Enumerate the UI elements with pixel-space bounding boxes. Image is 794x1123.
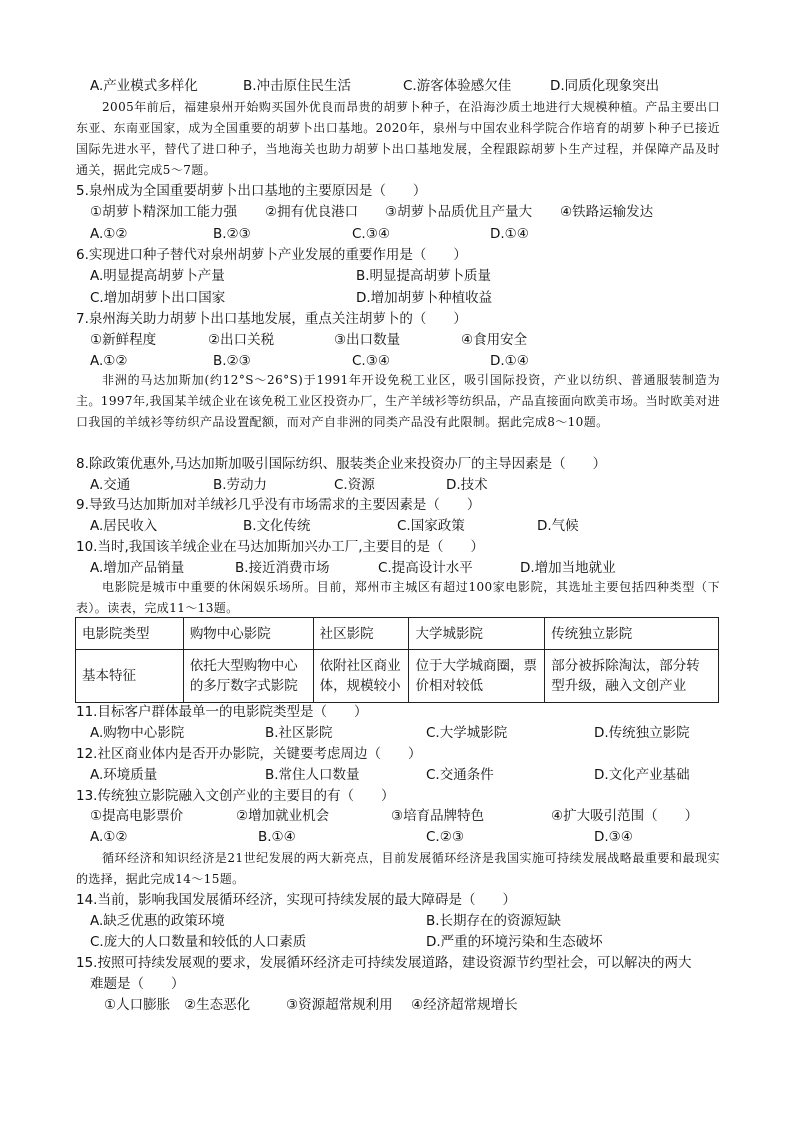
table-header-row	[76, 618, 719, 650]
table-header-cell: 传统独立影院	[545, 618, 719, 650]
q7-item-2: ②出口关税	[208, 332, 275, 348]
q10-option-c: C.提高设计水平	[378, 560, 473, 576]
question-14-stem: 14.当前，影响我国发展循环经济，实现可持续发展的最大障碍是（ ）	[76, 892, 516, 908]
q14-option-a: A.缺乏优惠的政策环境	[90, 913, 225, 929]
q11-option-d: D.传统独立影院	[594, 725, 690, 741]
option-d: D.同质化现象突出	[550, 78, 660, 94]
cinema-table	[75, 617, 719, 703]
q10-option-b: B.接近消费市场	[235, 560, 330, 576]
question-9-stem: 9.导致马达加斯加对羊绒衫几乎没有市场需求的主要因素是（ ）	[76, 497, 481, 513]
q10-option-a: A.增加产品销量	[90, 560, 185, 576]
q5-item-1: ①胡萝卜精深加工能力强	[90, 204, 238, 220]
q15-item-3: ③资源超常规利用	[286, 997, 393, 1013]
q7-option-b: B.②③	[213, 353, 251, 369]
table-header-cell: 大学城影院	[409, 618, 545, 650]
q11-option-b: B.社区影院	[265, 725, 333, 741]
table-header-cell: 购物中心影院	[183, 618, 313, 650]
q13-option-a: A.①②	[90, 829, 128, 845]
q9-option-c: C.国家政策	[397, 518, 465, 534]
q6-option-d: D.增加胡萝卜种植收益	[356, 290, 493, 306]
question-10-stem: 10.当时,我国该羊绒企业在马达加斯加兴办工厂,主要目的是（ ）	[76, 539, 485, 555]
option-b: B.冲击原住民生活	[243, 78, 352, 94]
q6-option-b: B.明显提高胡萝卜质量	[356, 268, 492, 284]
q8-option-d: D.技术	[446, 477, 488, 493]
passage-carrot: 2005年前后，福建泉州开始购买国外优良而昂贵的胡萝卜种子，在沿海沙质土地进行大规模种植。产品主要出口东亚、东南亚国家，成为全国重要的胡萝卜出口基地。2020年，泉州与中国农业科学院合作培育的胡萝卜种子已接近国际先进水平，替代了进口种子，当地海关也助力胡萝卜出口基地发展，全程跟踪胡萝卜生产过程，并保障产品及时通关，据此完成5～7题。	[76, 100, 720, 177]
q9-option-d: D.气候	[537, 518, 579, 534]
q13-item-3: ③培育品牌特色	[391, 808, 485, 824]
q7-item-4: ④食用安全	[461, 332, 528, 348]
q13-option-d: D.③④	[594, 829, 633, 845]
question-8-stem: 8.除政策优惠外,马达加斯加吸引国际纺织、服装类企业来投资办厂的主导因素是（ ）	[76, 456, 607, 472]
q6-option-c: C.增加胡萝卜出口国家	[90, 290, 226, 306]
q11-option-c: C.大学城影院	[426, 725, 508, 741]
q12-option-c: C.交通条件	[426, 767, 494, 783]
q12-option-d: D.文化产业基础	[594, 767, 690, 783]
q7-item-1: ①新鲜程度	[90, 332, 157, 348]
q12-option-b: B.常住人口数量	[265, 767, 360, 783]
q10-option-d: D.增加当地就业	[520, 560, 616, 576]
question-12-stem: 12.社区商业体内是否开办影院，关键要考虑周边（ ）	[76, 746, 422, 762]
question-15-stem-continued: 难题是（ ）	[90, 976, 185, 992]
question-5-stem: 5.泉州成为全国重要胡萝卜出口基地的主要原因是（ ）	[76, 183, 427, 199]
q13-item-4: ④扩大吸引范围（ ）	[551, 808, 699, 824]
q15-item-2: ②生态恶化	[184, 997, 251, 1013]
question-11-stem: 11.目标客户群体最单一的电影院类型是（ ）	[76, 704, 368, 720]
q13-item-2: ②增加就业机会	[236, 808, 330, 824]
q14-option-b: B.长期存在的资源短缺	[426, 913, 562, 929]
table-header-cell: 社区影院	[313, 618, 409, 650]
q7-option-c: C.③④	[352, 353, 390, 369]
q14-option-d: D.严重的环境污染和生态破坏	[426, 934, 603, 950]
q11-option-a: A.购物中心影院	[90, 725, 185, 741]
q8-option-a: A.交通	[90, 477, 131, 493]
question-7-stem: 7.泉州海关助力胡萝卜出口基地发展，重点关注胡萝卜的（ ）	[76, 311, 467, 327]
q7-option-d: D.①④	[490, 353, 529, 369]
q15-item-1: ①人口膨胀	[104, 997, 171, 1013]
q5-item-2: ②拥有优良港口	[265, 204, 359, 220]
option-c: C.游客体验感欠佳	[403, 78, 512, 94]
q5-option-c: C.③④	[352, 226, 390, 242]
q13-option-c: C.②③	[426, 829, 464, 845]
q9-option-a: A.居民收入	[90, 518, 158, 534]
q8-option-b: B.劳动力	[213, 477, 268, 493]
q6-option-a: A.明显提高胡萝卜产量	[90, 268, 225, 284]
q13-option-b: B.①④	[258, 829, 296, 845]
q7-item-3: ③出口数量	[334, 332, 401, 348]
q7-option-a: A.①②	[90, 353, 128, 369]
passage-madagascar: 非洲的马达加斯加(约12°S～26°S)于1991年开设免税工业区，吸引国际投资，产业以纺织、普通服装制造为主。1997年,我国某羊绒企业在该免税工业区投资办厂，生产羊绒衫等纺织品，产品直接面向欧美市场。当时欧美对进口我国的羊绒衫等纺织产品设置配额，而对产自非洲的同类产品没有此限制。据此完成8～10题。	[76, 373, 720, 429]
question-13-stem: 13.传统独立影院融入文创产业的主要目的有（ ）	[76, 788, 395, 804]
table-cell: 依附社区商业体，规模较小	[313, 650, 409, 703]
table-cell: 依托大型购物中心的多厅数字式影院	[183, 650, 313, 703]
q14-option-c: C.庞大的人口数量和较低的人口素质	[90, 934, 307, 950]
q5-option-d: D.①④	[490, 226, 529, 242]
table-cell: 部分被拆除淘汰，部分转型升级，融入文创产业	[545, 650, 719, 703]
q13-item-1: ①提高电影票价	[90, 808, 184, 824]
passage-circular-economy: 循环经济和知识经济是21世纪发展的两大新亮点，目前发展循环经济是我国实施可持续发展战略最重要和最现实的选择，据此完成14～15题。	[76, 851, 720, 886]
option-a: A.产业模式多样化	[90, 78, 198, 94]
q15-item-4: ④经济超常规增长	[411, 997, 518, 1013]
table-row-label: 基本特征	[76, 650, 184, 703]
q9-option-b: B.文化传统	[243, 518, 311, 534]
q5-option-a: A.①②	[90, 226, 128, 242]
q5-option-b: B.②③	[213, 226, 251, 242]
q5-item-4: ④铁路运输发达	[560, 204, 654, 220]
table-row	[76, 650, 719, 703]
q12-option-a: A.环境质量	[90, 767, 158, 783]
q5-item-3: ③胡萝卜品质优且产量大	[385, 204, 533, 220]
q8-option-c: C.资源	[334, 477, 375, 493]
question-15-stem: 15.按照可持续发展观的要求，发展循环经济走可持续发展道路，建设资源节约型社会，可以解决的两大	[76, 955, 692, 971]
table-cell: 位于大学城商圈，票价相对较低	[409, 650, 545, 703]
question-6-stem: 6.实现进口种子替代对泉州胡萝卜产业发展的重要作用是（ ）	[76, 247, 467, 263]
passage-cinema: 电影院是城市中重要的休闲娱乐场所。目前，郑州市主城区有超过100家电影院，其选址主要包括四种类型（下表）。读表，完成11～13题。	[76, 580, 720, 615]
table-header-cell: 电影院类型	[76, 618, 184, 650]
